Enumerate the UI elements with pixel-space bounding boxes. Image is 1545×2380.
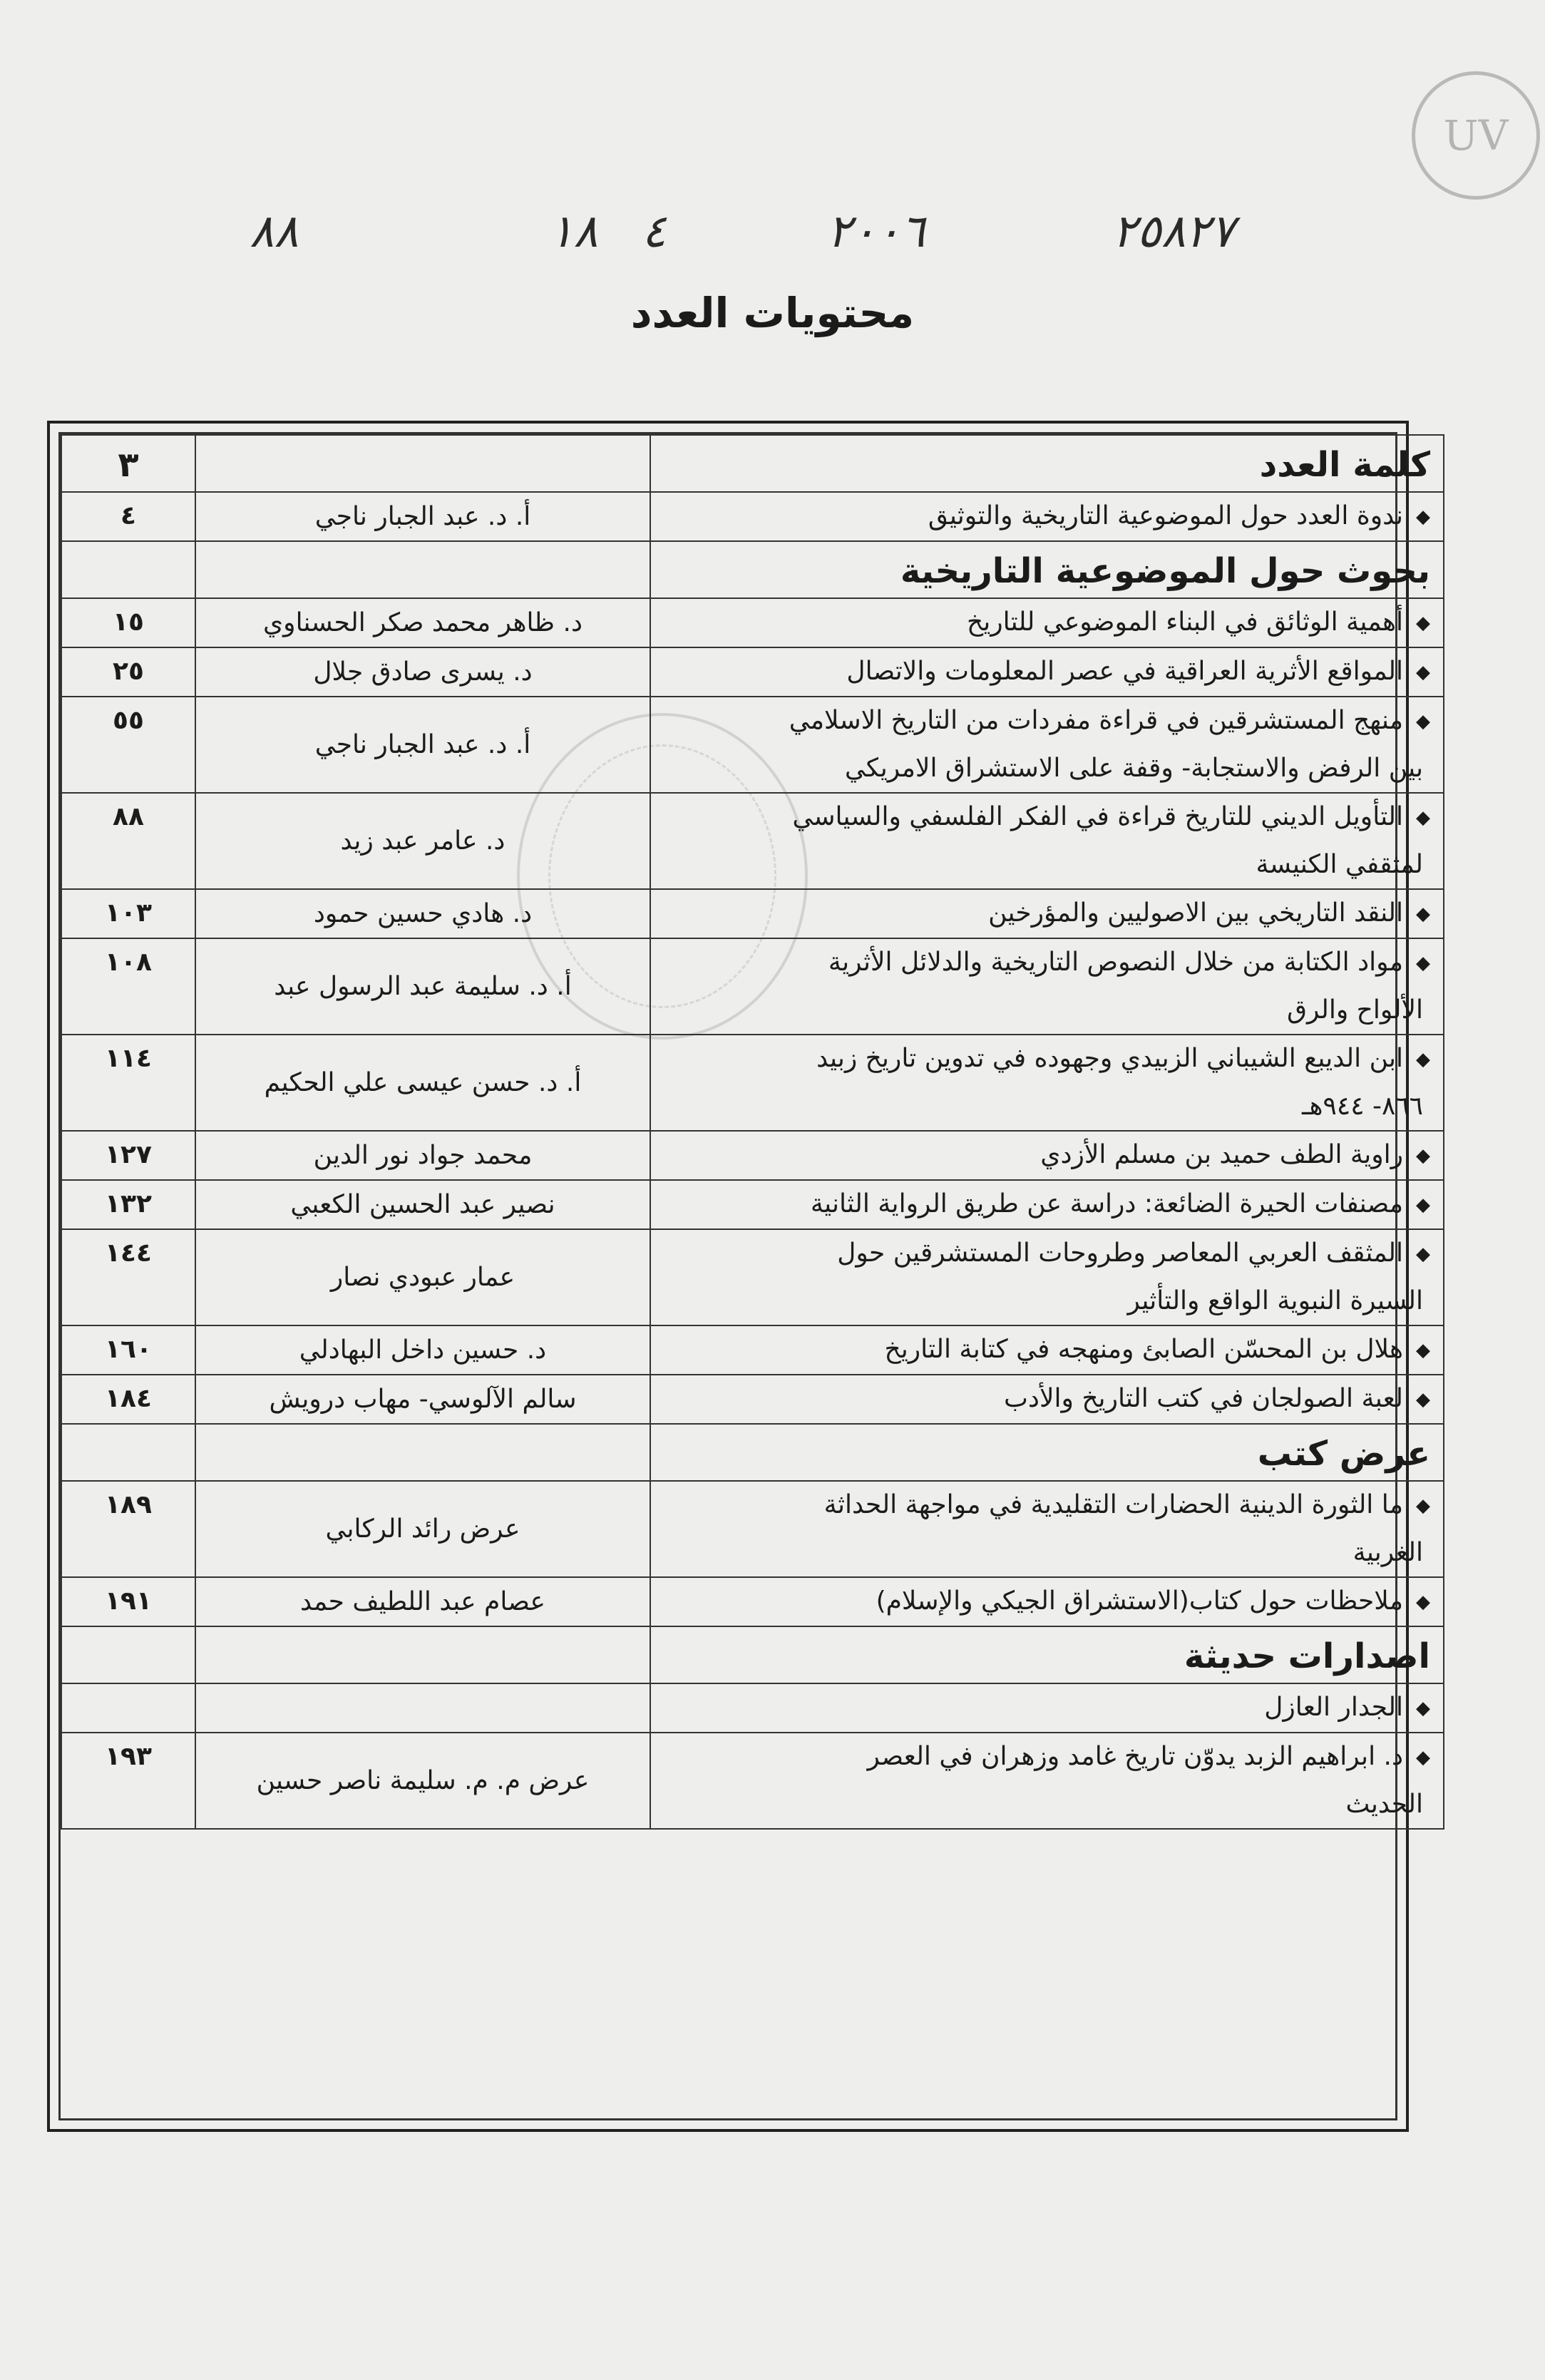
article-page-cell — [61, 889, 195, 938]
article-title-line — [664, 493, 1430, 540]
article-author-cell — [195, 889, 650, 938]
section-header-row — [61, 1424, 1444, 1481]
section-header-row — [61, 1626, 1444, 1683]
article-page-cell — [61, 793, 195, 889]
article-author-cell — [195, 647, 650, 697]
article-title-cell — [650, 1131, 1444, 1180]
article-page-cell — [61, 492, 195, 541]
article-author: د. ظاهر محمد صكر الحسناوي — [263, 607, 582, 637]
article-author: أ. د. حسن عيسى علي الحكيم — [264, 1067, 582, 1097]
article-title-text: بين الرفض والاستجابة- وقفة على الاستشراق الامريكي — [844, 754, 1423, 783]
section-title: عرض كتب — [1257, 1434, 1430, 1474]
contents-row — [61, 1180, 1444, 1229]
article-author: عمار عبودي نصار — [330, 1262, 515, 1292]
article-title-line — [664, 1181, 1430, 1229]
article-title-line — [664, 987, 1430, 1034]
article-title-text: ما الثورة الدينية الحضارات التقليدية في مواجهة الحداثة — [823, 1490, 1403, 1519]
article-page-cell — [61, 598, 195, 647]
article-title-line — [664, 648, 1430, 696]
article-title-line — [664, 745, 1430, 792]
bullet-diamond-icon: ◆ — [1416, 1389, 1430, 1410]
article-title-cell — [650, 1683, 1444, 1733]
article-title-text: منهج المستشرقين في قراءة مفردات من التاريخ الاسلامي — [789, 706, 1403, 735]
article-title-cell — [650, 889, 1444, 938]
article-title-text: مصنفات الحيرة الضائعة: دراسة عن طريق الرواية الثانية — [810, 1189, 1403, 1219]
article-page-number: ١٢٧ — [105, 1140, 152, 1169]
article-title-line — [664, 1035, 1430, 1083]
bullet-diamond-icon: ◆ — [1416, 1591, 1430, 1613]
article-page-cell — [61, 1375, 195, 1424]
article-title-cell — [650, 1180, 1444, 1229]
contents-row — [61, 492, 1444, 541]
article-title-cell — [650, 1035, 1444, 1131]
bullet-diamond-icon: ◆ — [1416, 1747, 1430, 1768]
article-author: أ. د. عبد الجبار ناجي — [314, 501, 531, 531]
article-author: محمد جواد نور الدين — [313, 1140, 533, 1170]
contents-row — [61, 1035, 1444, 1131]
contents-row — [61, 1733, 1444, 1829]
article-author-cell — [195, 1131, 650, 1180]
article-title-cell — [650, 1229, 1444, 1325]
article-author: د. يسرى صادق جلال — [313, 657, 533, 687]
article-title-text: لمثقفي الكنيسة — [1256, 850, 1423, 879]
section-title: اصدارات حديثة — [1184, 1636, 1430, 1676]
handwritten-ref: ٢٥٨٢٧ — [1112, 205, 1235, 258]
article-title-line — [664, 794, 1430, 841]
article-title-line — [664, 1132, 1430, 1179]
article-title-cell — [650, 1375, 1444, 1424]
article-author-cell — [195, 1325, 650, 1375]
article-title-cell — [650, 492, 1444, 541]
article-title-text: السيرة النبوية الواقع والتأثير — [1127, 1286, 1423, 1315]
section-page-number: ٣ — [118, 445, 139, 485]
article-title-text: د. ابراهيم الزبد يدوّن تاريخ غامد وزهران في العصر — [867, 1742, 1403, 1771]
section-title: كلمة العدد — [1259, 445, 1430, 485]
article-title-text: مواد الكتابة من خلال النصوص التاريخية والدلائل الأثرية — [828, 948, 1403, 977]
article-title-line — [664, 1230, 1430, 1278]
article-author: د. حسين داخل البهادلي — [299, 1335, 547, 1365]
article-page-number: ١٨٤ — [105, 1384, 152, 1413]
article-page-cell — [61, 1325, 195, 1375]
contents-inner-frame — [58, 432, 1430, 2120]
article-title-cell — [650, 697, 1444, 793]
article-page-cell — [61, 647, 195, 697]
contents-row — [61, 1131, 1444, 1180]
article-title-line — [664, 1684, 1430, 1732]
section-page-cell — [61, 1424, 195, 1481]
article-page-cell — [61, 1733, 195, 1829]
article-title-line — [664, 1781, 1430, 1828]
bullet-diamond-icon: ◆ — [1416, 1145, 1430, 1166]
article-author-cell — [195, 1683, 650, 1733]
bullet-diamond-icon: ◆ — [1416, 807, 1430, 829]
article-author-cell — [195, 598, 650, 647]
article-page-number: ١٦٠ — [105, 1335, 152, 1364]
section-title-cell — [650, 435, 1444, 492]
contents-table — [61, 434, 1444, 1830]
article-page-number: ١٥ — [113, 607, 144, 637]
article-author-cell — [195, 492, 650, 541]
bullet-diamond-icon: ◆ — [1416, 1340, 1430, 1361]
section-author-cell — [195, 1424, 650, 1481]
article-title-cell — [650, 1577, 1444, 1626]
article-title-text: الجدار العازل — [1264, 1693, 1403, 1722]
contents-frame — [47, 421, 1430, 2132]
article-title-line — [664, 1083, 1430, 1130]
handwritten-year: ٢٠٠٦ — [827, 205, 925, 258]
article-author: أ. د. عبد الجبار ناجي — [314, 729, 531, 759]
article-page-number: ٥٥ — [113, 706, 144, 735]
article-title-text: ملاحظات حول كتاب(الاستشراق الجيكي والإسلام) — [876, 1586, 1403, 1616]
section-page-cell — [61, 1626, 195, 1683]
contents-row — [61, 938, 1444, 1035]
article-author: عصام عبد اللطيف حمد — [299, 1586, 546, 1616]
section-author-cell — [195, 541, 650, 598]
article-page-number: ٤ — [120, 501, 136, 530]
article-author-cell — [195, 793, 650, 889]
bullet-diamond-icon: ◆ — [1416, 1495, 1430, 1517]
article-title-line — [664, 1733, 1430, 1781]
article-page-number: ١٨٩ — [105, 1490, 152, 1519]
article-page-number: ١٩٣ — [105, 1742, 152, 1771]
article-author: سالم الآلوسي- مهاب درويش — [269, 1384, 577, 1414]
article-page-cell — [61, 1180, 195, 1229]
article-title-cell — [650, 793, 1444, 889]
article-title-text: الغربية — [1352, 1538, 1423, 1567]
article-title-line — [664, 1482, 1430, 1529]
article-title-text: النقد التاريخي بين الاصوليين والمؤرخين — [988, 898, 1403, 928]
bullet-diamond-icon: ◆ — [1416, 1194, 1430, 1216]
article-title-cell — [650, 1481, 1444, 1577]
article-author-cell — [195, 1481, 650, 1577]
article-title-line — [664, 1578, 1430, 1626]
article-title-text: الحديث — [1345, 1790, 1423, 1819]
bullet-diamond-icon: ◆ — [1416, 662, 1430, 683]
article-title-line — [664, 1375, 1430, 1423]
article-page-cell — [61, 1481, 195, 1577]
article-title-cell — [650, 938, 1444, 1035]
article-author: د. هادي حسين حمود — [313, 898, 533, 928]
bullet-diamond-icon: ◆ — [1416, 1049, 1430, 1070]
contents-row — [61, 647, 1444, 697]
contents-row — [61, 1229, 1444, 1325]
article-author-cell — [195, 1035, 650, 1131]
article-page-cell — [61, 697, 195, 793]
article-author: عرض م. م. سليمة ناصر حسين — [256, 1765, 590, 1795]
contents-row — [61, 598, 1444, 647]
article-title-cell — [650, 598, 1444, 647]
contents-row — [61, 889, 1444, 938]
article-title-text: ٨٦٦- ٩٤٤هـ — [1302, 1092, 1423, 1121]
bullet-diamond-icon: ◆ — [1416, 903, 1430, 925]
article-author-cell — [195, 1180, 650, 1229]
article-title-text: المواقع الأثرية العراقية في عصر المعلومات والاتصال — [846, 657, 1403, 686]
article-title-line — [664, 1326, 1430, 1374]
section-page-cell — [61, 541, 195, 598]
article-author-cell — [195, 697, 650, 793]
contents-row — [61, 793, 1444, 889]
article-page-cell — [61, 1683, 195, 1733]
article-title-line — [664, 697, 1430, 745]
handwritten-day: ١٨ — [549, 205, 598, 258]
section-header-row — [61, 435, 1444, 492]
article-page-number: ٢٥ — [113, 657, 144, 686]
article-author-cell — [195, 1733, 650, 1829]
article-title-line — [664, 939, 1430, 987]
section-title-cell — [650, 1424, 1444, 1481]
section-title: بحوث حول الموضوعية التاريخية — [900, 551, 1430, 591]
article-title-text: ندوة العدد حول الموضوعية التاريخية والتوثيق — [928, 501, 1403, 530]
article-title-cell — [650, 647, 1444, 697]
article-page-number: ١٠٣ — [105, 898, 152, 928]
article-title-line — [664, 841, 1430, 888]
contents-row — [61, 1577, 1444, 1626]
article-author: عرض رائد الركابي — [325, 1514, 520, 1544]
handwritten-month: ٤ — [642, 205, 667, 258]
section-title-cell — [650, 1626, 1444, 1683]
article-title-cell — [650, 1733, 1444, 1829]
article-title-text: راوية الطف حميد بن مسلم الأزدي — [1040, 1140, 1403, 1169]
section-page-cell — [61, 435, 195, 492]
corner-stamp: UV — [1412, 71, 1540, 200]
contents-row — [61, 1375, 1444, 1424]
article-title-line — [664, 1278, 1430, 1325]
article-page-cell — [61, 938, 195, 1035]
article-title-text: التأويل الديني للتاريخ قراءة في الفكر الفلسفي والسياسي — [792, 802, 1403, 831]
article-author-cell — [195, 1375, 650, 1424]
article-author-cell — [195, 1577, 650, 1626]
article-page-number: ٨٨ — [113, 802, 144, 831]
article-page-cell — [61, 1131, 195, 1180]
article-author: د. عامر عبد زيد — [340, 826, 505, 856]
article-title-text: هلال بن المحسّن الصابئ ومنهجه في كتابة التاريخ — [884, 1335, 1403, 1364]
article-title-line — [664, 890, 1430, 938]
section-author-cell — [195, 435, 650, 492]
bullet-diamond-icon: ◆ — [1416, 612, 1430, 634]
page-title: محتويات العدد — [630, 289, 915, 337]
article-page-number: ١٤٤ — [105, 1238, 152, 1268]
bullet-diamond-icon: ◆ — [1416, 711, 1430, 732]
article-page-cell — [61, 1035, 195, 1131]
handwritten-journal-no: ٨٨ — [250, 205, 299, 258]
article-title-cell — [650, 1325, 1444, 1375]
article-author-cell — [195, 1229, 650, 1325]
article-title-text: الألواح والرق — [1287, 995, 1423, 1025]
article-page-number: ١٠٨ — [105, 948, 152, 977]
bullet-diamond-icon: ◆ — [1416, 1698, 1430, 1719]
article-author: نصير عبد الحسين الكعبي — [290, 1189, 555, 1219]
article-title-text: ابن الديبع الشيباني الزبيدي وجهوده في تدوين تاريخ زبيد — [816, 1044, 1403, 1073]
article-author: أ. د. سليمة عبد الرسول عبد — [274, 971, 572, 1001]
contents-row — [61, 697, 1444, 793]
section-title-cell — [650, 541, 1444, 598]
article-title-text: المثقف العربي المعاصر وطروحات المستشرقين حول — [837, 1238, 1403, 1268]
bullet-diamond-icon: ◆ — [1416, 1243, 1430, 1265]
article-page-number: ١١٤ — [105, 1044, 152, 1073]
article-title-line — [664, 1529, 1430, 1576]
contents-row — [61, 1481, 1444, 1577]
article-page-number: ١٩١ — [105, 1586, 152, 1616]
bullet-diamond-icon: ◆ — [1416, 953, 1430, 974]
article-page-cell — [61, 1577, 195, 1626]
section-header-row — [61, 541, 1444, 598]
article-author-cell — [195, 938, 650, 1035]
article-title-text: لعبة الصولجان في كتب التاريخ والأدب — [1004, 1384, 1403, 1413]
contents-table-body — [61, 435, 1444, 1829]
article-page-number: ١٣٢ — [105, 1189, 152, 1219]
article-page-cell — [61, 1229, 195, 1325]
contents-row — [61, 1683, 1444, 1733]
article-title-text: أهمية الوثائق في البناء الموضوعي للتاريخ — [967, 607, 1403, 637]
article-title-line — [664, 599, 1430, 647]
bullet-diamond-icon: ◆ — [1416, 506, 1430, 528]
contents-row — [61, 1325, 1444, 1375]
section-author-cell — [195, 1626, 650, 1683]
